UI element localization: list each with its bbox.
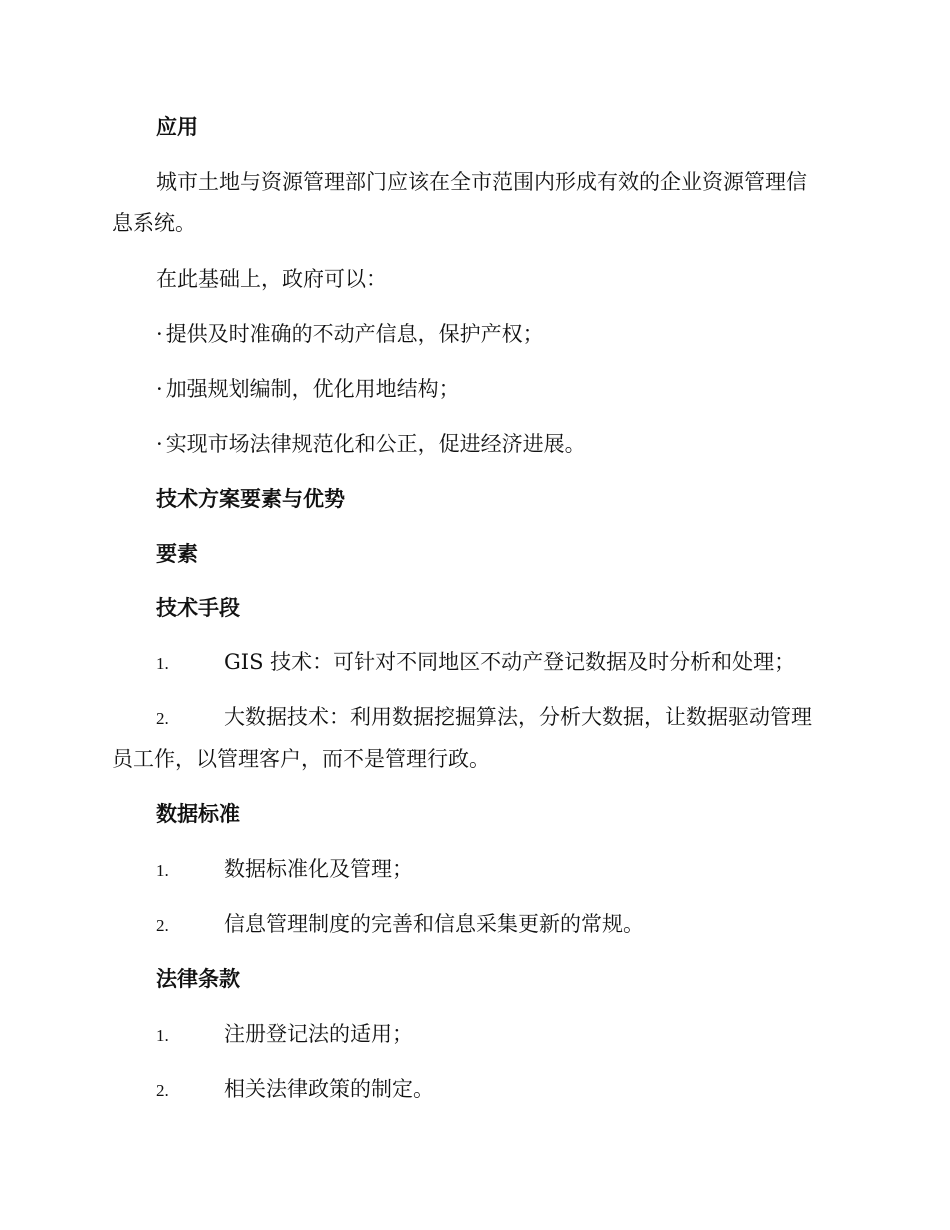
list-item-text: 注册登记法的适用； <box>224 1022 413 1046</box>
paragraph-line: 城市土地与资源管理部门应该在全市范围内形成有效的企业资源管理信 <box>156 170 807 194</box>
list-item-text: 信息管理制度的完善和信息采集更新的常规。 <box>224 912 644 936</box>
bullet-text: 实现市场法律规范化和公正，促进经济进展。 <box>165 432 586 456</box>
list-number: 1. <box>156 861 169 880</box>
bullet-mark: · <box>156 432 163 456</box>
heading-tech-means: 技术手段 <box>156 596 240 620</box>
list-item-text: 相关法律政策的制定。 <box>224 1077 434 1101</box>
list-item-text: 大数据技术：利用数据挖掘算法，分析大数据，让数据驱动管理 <box>224 705 812 729</box>
list-item-continuation: 员工作，以管理客户，而不是管理行政。 <box>112 747 490 771</box>
heading-elements: 要素 <box>156 542 198 566</box>
heading-legal: 法律条款 <box>156 967 240 991</box>
list-number: 2. <box>156 709 169 728</box>
bullet-item <box>156 324 544 345</box>
bullet-text: 加强规划编制，优化用地结构； <box>165 377 460 401</box>
bullet-item <box>156 434 586 455</box>
heading-tech-scheme: 技术方案要素与优势 <box>156 487 345 511</box>
heading-application: 应用 <box>156 115 198 139</box>
list-number: 1. <box>156 1026 169 1045</box>
list-number: 2. <box>156 916 169 935</box>
list-number: 1. <box>156 654 169 673</box>
paragraph-line: 在此基础上，政府可以： <box>156 267 387 291</box>
paragraph-line: 息系统。 <box>112 211 196 235</box>
bullet-mark: · <box>156 377 163 401</box>
bullet-item <box>156 379 460 400</box>
bullet-mark: · <box>156 322 163 346</box>
heading-data-standard: 数据标准 <box>156 802 240 826</box>
list-item-text: 数据标准化及管理； <box>224 857 413 881</box>
bullet-text: 提供及时准确的不动产信息，保护产权； <box>165 322 544 346</box>
list-number: 2. <box>156 1081 169 1100</box>
list-item-text: GIS 技术：可针对不同地区不动产登记数据及时分析和处理； <box>224 650 796 674</box>
